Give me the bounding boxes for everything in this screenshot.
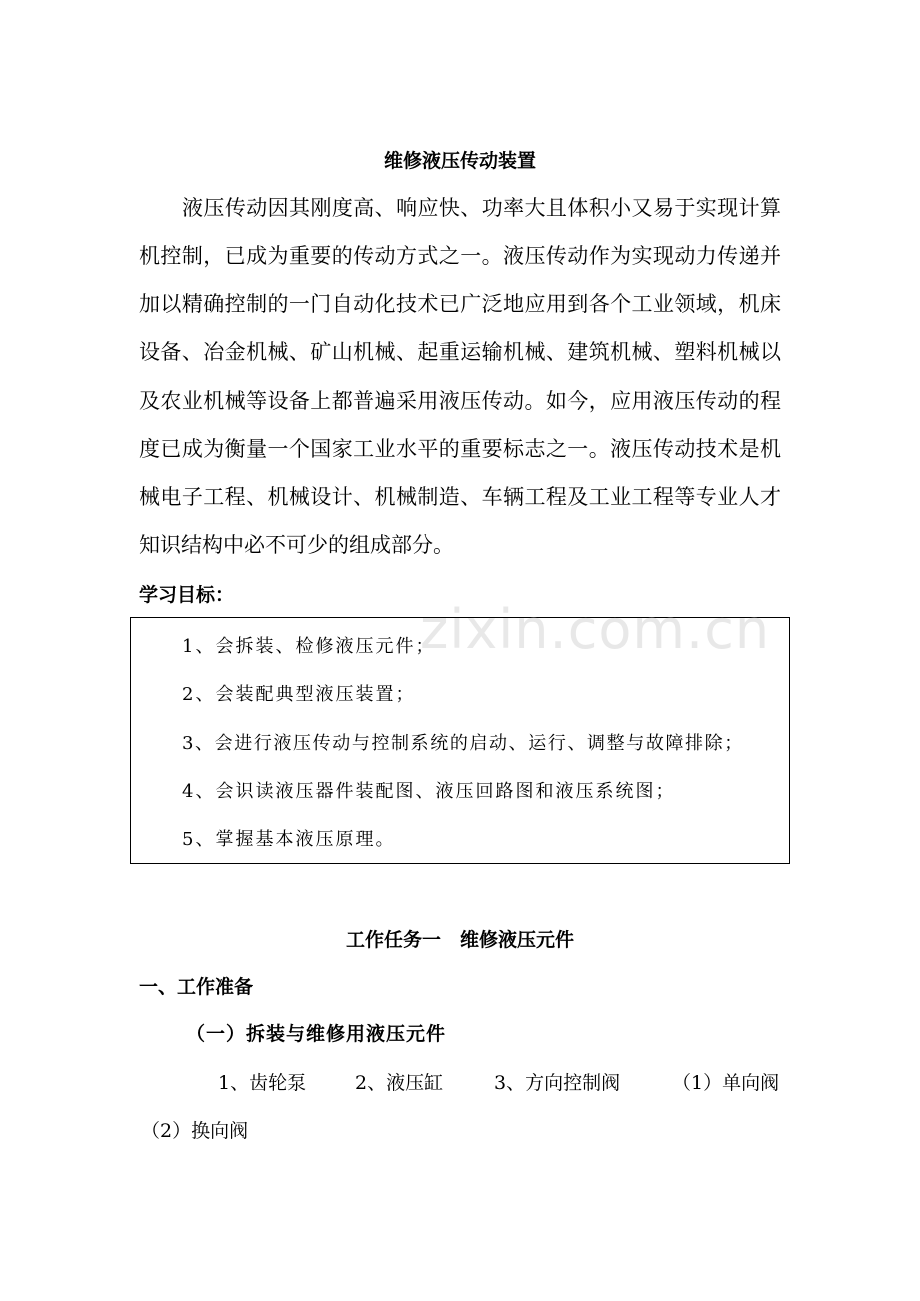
goal-item-2: 2、会装配典型液压装置； bbox=[182, 684, 416, 705]
goal-item-4: 4、会识读液压器件装配图、液压回路图和液压系统图； bbox=[182, 781, 676, 802]
watermark: zixin.com.cn bbox=[420, 598, 771, 661]
goal-item-5: 5、掌握基本液压原理。 bbox=[182, 829, 396, 850]
item-check-valve: （1）单向阀 bbox=[672, 1072, 780, 1094]
goal-item-3: 3、会进行液压传动与控制系统的启动、运行、调整与故障排除； bbox=[182, 733, 744, 754]
section-heading: 一、工作准备 bbox=[139, 976, 254, 998]
goals-heading: 学习目标： bbox=[139, 584, 235, 606]
intro-line-5: 及农业机械等设备上都普遍采用液压传动。如今，应用液压传动的程 bbox=[139, 389, 781, 413]
document-title: 维修液压传动装置 bbox=[383, 150, 536, 172]
intro-line-3: 加以精确控制的一门自动化技术已广泛地应用到各个工业领域，机床 bbox=[139, 292, 781, 316]
item-gear-pump: 1、齿轮泵 bbox=[218, 1072, 307, 1094]
subsection-heading: （一）拆装与维修用液压元件 bbox=[186, 1023, 447, 1045]
goal-item-1: 1、会拆装、检修液压元件； bbox=[182, 636, 436, 657]
item-hydraulic-cylinder: 2、液压缸 bbox=[355, 1072, 444, 1094]
item-reversing-valve: （2）换向阀 bbox=[141, 1120, 249, 1142]
item-directional-valve: 3、方向控制阀 bbox=[494, 1072, 621, 1094]
intro-line-4: 设备、冶金机械、矿山机械、起重运输机械、建筑机械、塑料机械以 bbox=[139, 340, 781, 364]
intro-line-6: 度已成为衡量一个国家工业水平的重要标志之一。液压传动技术是机 bbox=[139, 437, 781, 461]
task-title: 工作任务一 维修液压元件 bbox=[345, 929, 574, 951]
intro-line-1: 液压传动因其刚度高、响应快、功率大且体积小又易于实现计算 bbox=[182, 196, 781, 220]
intro-line-7: 械电子工程、机械设计、机械制造、车辆工程及工业工程等专业人才 bbox=[139, 485, 781, 509]
intro-line-2: 机控制，已成为重要的传动方式之一。液压传动作为实现动力传递并 bbox=[139, 244, 781, 268]
intro-line-8: 知识结构中必不可少的组成部分。 bbox=[139, 533, 454, 557]
